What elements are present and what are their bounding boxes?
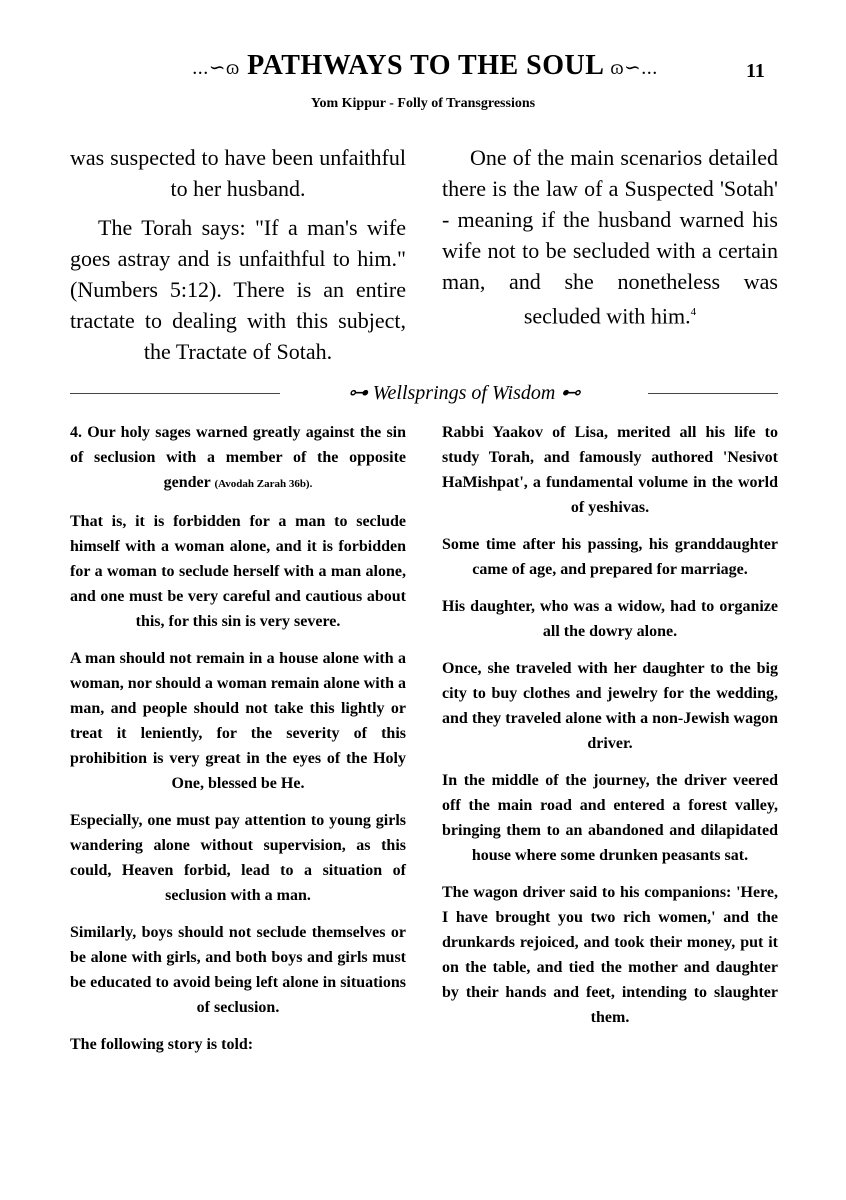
divider-line: [70, 393, 280, 394]
page-header: [0, 44, 846, 84]
body-text: she traveled with her daughter to the big city to buy clothes and jewelry for the wedding, and they traveled alone with a non-Jewish wagon driver.: [442, 660, 778, 752]
body-text: it is forbidden for a man to seclude himself with a woman alone, and it is forbidden for a woman to seclude herself with a man alone, and one must be very careful and cautious about this, for this sin is very severe.: [70, 513, 406, 630]
divider-title: Wellsprings of Wisdom: [372, 382, 556, 404]
lead-text: A man: [70, 650, 116, 667]
section-divider: [70, 380, 778, 408]
lead-text: Some time: [442, 536, 517, 553]
lead-text: Similarly,: [70, 924, 137, 941]
lead-text: His daughter,: [442, 598, 535, 615]
body-text: of the journey, the driver veered off the main road and entered a forest valley, bringing them to an abandoned and dilapidated house where some drunken peasants sat.: [442, 772, 778, 864]
paragraph: [442, 532, 778, 582]
body-text: one must pay attention to young girls wandering alone without supervision, as this could, Heaven forbid, lead to a situation of seclusion with a man.: [70, 812, 406, 904]
paragraph: [70, 420, 406, 497]
ornament-right-icon: ɷ∽...: [610, 57, 658, 79]
body-text: boys should not seclude themselves or be alone with girls, and both boys and girls must be educated to avoid being left alone in situations of seclusion.: [70, 924, 406, 1016]
paragraph: [70, 808, 406, 908]
lead-text: In the middle: [442, 772, 539, 789]
paragraph: was suspected to have been unfaithful to her husband.: [70, 145, 406, 201]
footnote-ref: 4: [690, 306, 697, 318]
body-text: holy sages warned greatly against the sin of seclusion with a member of the opposite gender: [70, 424, 407, 491]
bottom-column-right: [442, 420, 778, 1042]
top-column-right: [442, 142, 778, 339]
paragraph: [442, 420, 778, 520]
paragraph: [442, 880, 778, 1030]
paragraph: [442, 768, 778, 868]
paragraph: [70, 920, 406, 1020]
paragraph: The following story is told:: [70, 1036, 254, 1053]
chapter-subtitle: Yom Kippur - Folly of Transgressions: [310, 96, 536, 111]
book-title: PATHWAYS TO THE SOUL: [247, 50, 603, 81]
paragraph: [442, 142, 778, 331]
divider-line: [648, 393, 778, 394]
body-text: should not remain in a house alone with a woman, nor should a woman remain alone with a man, and people should not take this lightly or treat it leniently, for the severity of this prohibition is very great in the eyes of the Holy One, blessed be He.: [70, 650, 406, 792]
top-column-left: [70, 142, 406, 375]
body-text: Yaakov of Lisa, merited all his life to study Torah, and famously authored 'Nesivot HaMishpat', a fundamental volume in the world of yeshivas.: [442, 424, 778, 516]
divider-label: ⊶ Wellsprings of Wisdom ⊷: [347, 382, 581, 404]
paragraph-text: One of the main scenarios detailed there is the law of a Suspected 'Sotah' - meaning if the husband warned his wife not to be secluded with a certain man, and she nonetheless was secluded with him.: [442, 145, 778, 329]
lead-text: Once,: [442, 660, 482, 677]
lead-text: Rabbi: [442, 424, 484, 441]
running-title: [130, 50, 720, 82]
lead-text: That is,: [70, 513, 127, 530]
paragraph: [442, 656, 778, 756]
ornament-left-icon: ...∽ɷ: [192, 57, 240, 79]
body-text: who was a widow, had to organize all the dowry alone.: [534, 598, 779, 640]
lead-text: Especially,: [70, 812, 143, 829]
bottom-column-left: [70, 420, 406, 1069]
paragraph: [442, 594, 778, 644]
body-text: 'Here, I have brought you two rich women,' and the drunkards rejoiced, and took their money, put it on the table, and tied the mother and daughter by their hands and feet, intending to slaughter them.: [442, 884, 779, 1026]
paragraph: [70, 646, 406, 796]
body-text: after his passing, his granddaughter came of age, and prepared for marriage.: [472, 536, 779, 578]
source-ref: (Avodah Zarah 36b).: [214, 478, 313, 490]
page-number: 11: [746, 60, 765, 82]
paragraph: [70, 509, 406, 634]
lead-text: The wagon driver said to his companions:: [442, 884, 732, 901]
paragraph: The Torah says: "If a man's wife goes astray and is unfaithful to him." (Numbers 5:12). There is an entire tractate to dealing with this subject, the Tractate of Sotah.: [70, 215, 406, 364]
lead-text: 4. Our: [70, 424, 116, 441]
